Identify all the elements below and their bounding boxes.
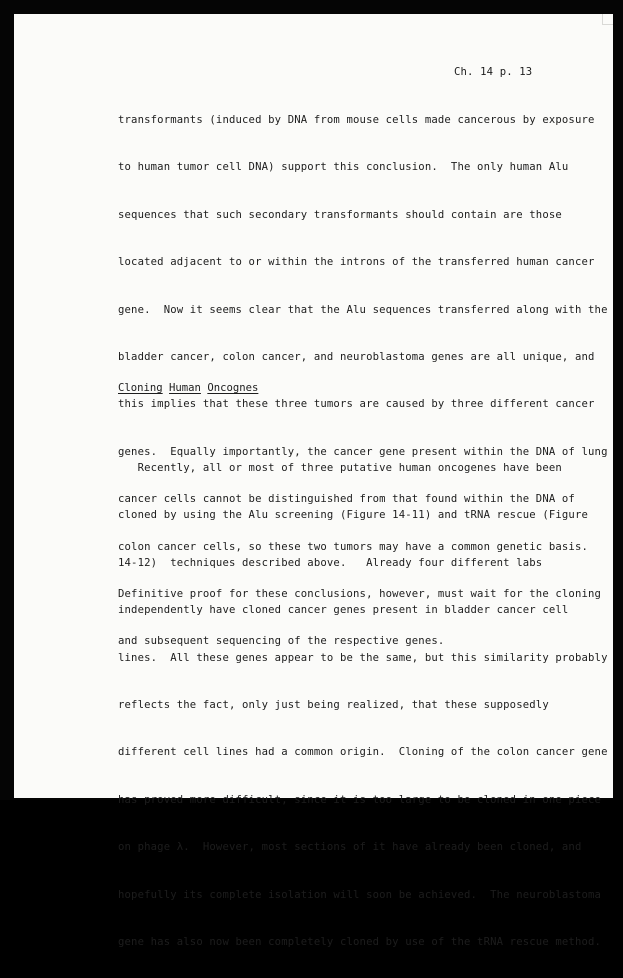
text-line: reflects the fact, only just being realized, that these supposedly [118,698,549,711]
text-line: 14-12) techniques described above. Already four different labs [118,556,543,569]
text-line: gene. Now it seems clear that the Alu sequences transferred along with the [118,303,608,316]
heading-word: Human [169,382,201,394]
text-line: and subsequent sequencing of the respective genes. [118,635,445,648]
text-line: sequences that such secondary transformants should contain are those [118,208,562,221]
text-line: lines. All these genes appear to be the same, but this similarity probably [118,651,608,664]
text-line: cloned by using the Alu screening (Figure 14-11) and tRNA rescue (Figure [118,509,589,522]
text-line: hopefully its complete isolation will soon be achieved. The neuroblastoma [118,888,602,901]
text-line: bladder cancer, colon cancer, and neuroblastoma genes are all unique, and [118,350,595,363]
page-number-header: Ch. 14 p. 13 [454,66,533,78]
text-line: transformants (induced by DNA from mouse cells made cancerous by exposure [118,114,595,126]
page-corner-mark [602,14,613,25]
heading-word: Oncognes [207,382,259,394]
text-line: Definitive proof for these conclusions, however, must wait for the cloning [118,587,602,600]
text-line: gene has also now been completely cloned by use of the tRNA rescue method. [118,935,602,948]
text-line: has proved more difficult, since it is too large to be cloned in one piece [118,793,602,806]
heading-word: Cloning [118,382,163,394]
paragraph-2 [118,433,608,978]
text-line: different cell lines had a common origin. Cloning of the colon cancer gene [118,746,608,759]
text-line: genes. Equally importantly, the cancer gene present within the DNA of lung [118,445,608,458]
text-line: colon cancer cells, so these two tumors may have a common genetic basis. [118,540,589,553]
text-line: Recently, all or most of three putative human oncogenes have been [118,462,562,474]
text-line: cancer cells cannot be distinguished from that found within the DNA of [118,493,575,506]
text-line: this implies that these three tumors are caused by three different cancer [118,398,595,411]
section-heading [118,382,258,394]
text-line: to human tumor cell DNA) support this conclusion. The only human Alu [118,161,569,174]
text-line: located adjacent to or within the introns of the transferred human cancer [118,256,595,269]
text-line: on phage λ. However, most sections of it have already been cloned, and [118,841,582,854]
text-line: independently have cloned cancer genes present in bladder cancer cell [118,604,569,617]
